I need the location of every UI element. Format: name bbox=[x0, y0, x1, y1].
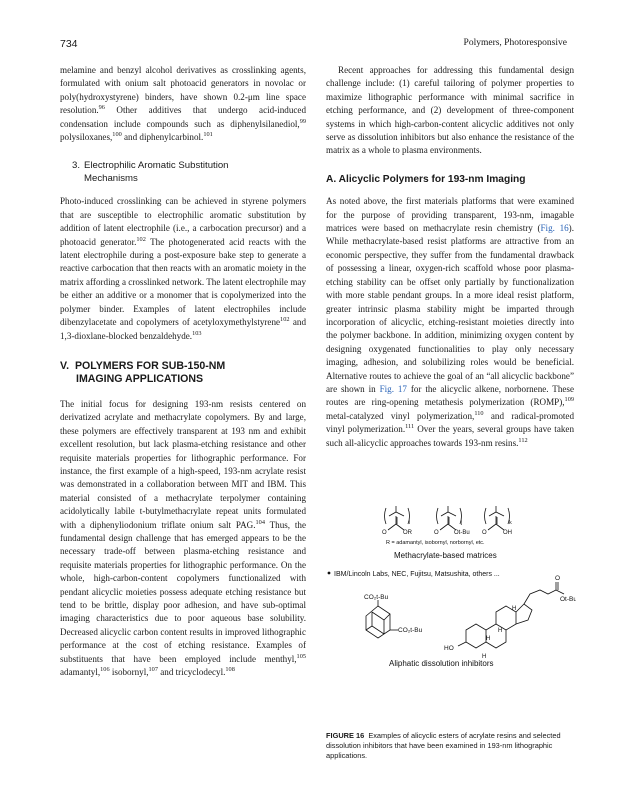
figure-caption bbox=[326, 731, 588, 761]
text-run: and radical-promoted vinyl polymerization. bbox=[326, 410, 575, 435]
oxygen-label: O bbox=[434, 530, 439, 536]
figure-link-fig17[interactable]: Fig. 17 bbox=[379, 383, 407, 394]
section-number: V. bbox=[60, 359, 70, 372]
text-run: for the alicyclic alkene, norbornene. These routes are ring-opening metathesis polymerization (ROMP), bbox=[326, 383, 575, 408]
reference-superscript: 100 bbox=[112, 131, 122, 139]
text-run: Over the years, several groups have taken such all-alicyclic approaches towards 193-nm resins. bbox=[326, 424, 575, 448]
section-heading-sub-150nm bbox=[60, 360, 306, 386]
reference-superscript: 106 bbox=[100, 666, 110, 674]
section-heading-alicyclic: A. Alicyclic Polymers for 193-nm Imaging bbox=[326, 173, 526, 185]
figure-16 bbox=[326, 498, 576, 728]
paragraph-alicyclic-polymers bbox=[326, 195, 574, 450]
text-run: polysiloxanes, bbox=[60, 132, 113, 143]
ester-label-top: CO₂t-Bu bbox=[364, 594, 389, 601]
reference-superscript: 99 bbox=[299, 117, 306, 125]
oxygen-label: O bbox=[482, 530, 487, 536]
section-heading-electrophilic bbox=[72, 159, 306, 185]
carbonyl-oxygen: O bbox=[555, 575, 561, 582]
methacrylate-matrices-label: Methacrylate-based matrices bbox=[394, 551, 497, 560]
hydrogen-label: H bbox=[512, 606, 517, 612]
caption-text: Examples of alicyclic esters of acrylate resins and selected dissolution inhibitors that have been examined in 193-nm lithographic applications. bbox=[326, 731, 561, 760]
text-run: The photogenerated acid reacts with the latent electrophile during a post-exposure bake step to generate a reactive carbocation that then reacts with an aromatic moiety in the matrix affording a crosslinked network. The latent electrophile may be either an additive or a monomer that is copolymerized into the polymer binder. Examples of latent electrophiles include dibenzylacetate and copolymers of acetyloxymethylstyrene bbox=[60, 236, 306, 328]
figure-link-fig16[interactable]: Fig. 16 bbox=[540, 223, 569, 234]
section-title-line: Mechanisms bbox=[84, 173, 138, 185]
group-or: OR bbox=[403, 530, 412, 536]
text-run: and tricyclodecyl. bbox=[157, 667, 226, 678]
group-oh: OH bbox=[503, 530, 512, 536]
methacrylate-unit-acid bbox=[482, 506, 512, 536]
adamantane-diester bbox=[364, 594, 423, 638]
left-column bbox=[60, 64, 306, 679]
text-run: isobornyl, bbox=[109, 667, 149, 678]
paragraph-crosslinking-agents bbox=[60, 64, 306, 144]
section-title-line: IMAGING APPLICATIONS bbox=[76, 372, 204, 385]
bullet bbox=[328, 572, 331, 575]
steroid-cholate-ester bbox=[444, 575, 576, 660]
text-run: metal-catalyzed vinyl polymerization, bbox=[326, 410, 475, 421]
chemical-structures-diagram bbox=[326, 498, 576, 728]
methacrylate-unit-ester-or bbox=[382, 506, 413, 536]
text-run: As noted above, the first materials platforms that were examined for the purpose of providing transparent, 193-nm, imagable matrices were based on methacrylate resin chemistry ( bbox=[326, 196, 574, 234]
reference-superscript: 107 bbox=[148, 666, 158, 674]
text-run: melamine and benzyl alcohol derivatives as crosslinking agents, formulated with onium salt photoacid generators in novolac or poly(hydroxystyrene) binders, have shown 0.2-μm line space resolution. bbox=[60, 65, 306, 116]
reference-superscript: 112 bbox=[518, 436, 528, 444]
text-run: Photo-induced crosslinking can be achieved in styrene polymers that are susceptible to electrophilic aromatic substitution by addition of latent electrophile (i.e., a carbocation precursor) and a photoacid generator. bbox=[60, 196, 306, 247]
section-title-line: Electrophilic Aromatic Substitution bbox=[84, 160, 229, 172]
reference-superscript: 103 bbox=[192, 329, 202, 337]
reference-superscript: 96 bbox=[98, 104, 105, 112]
reference-superscript: 104 bbox=[255, 518, 265, 526]
paragraph-193nm-resists bbox=[60, 398, 306, 680]
subscript-k: k bbox=[509, 520, 512, 526]
right-column bbox=[326, 64, 574, 450]
reference-superscript: 105 bbox=[296, 652, 306, 660]
text-run: adamantyl, bbox=[60, 667, 101, 678]
hydrogen-label: H bbox=[498, 628, 503, 634]
ester-ot-bu: Ot-Bu bbox=[560, 596, 576, 603]
text-run: Other additives that undergo acid-induced condensation include compounds such as diphenylsilanediol, bbox=[60, 105, 306, 129]
section-title-line: POLYMERS FOR SUB-150-NM bbox=[74, 359, 226, 372]
paragraph-recent-approaches: Recent approaches for addressing this fundamental design challenge include: (1) careful tailoring of polymer properties to maximize lithographic performance with minimal sacrifice in etching performance, and (2) development of three-component systems in which high-carbon-content alicyclic additives not only serve as dissolution inhibitors but also enhance the resistance of the matrix as a whole to plasma environments. bbox=[326, 65, 574, 156]
group-ot-bu: Ot-Bu bbox=[454, 530, 470, 536]
oxygen-label: O bbox=[382, 530, 387, 536]
reference-superscript: 111 bbox=[405, 423, 415, 431]
reference-superscript: 109 bbox=[564, 396, 574, 404]
reference-superscript: 110 bbox=[474, 409, 484, 417]
running-title: Polymers, Photoresponsive bbox=[463, 38, 567, 48]
companies-list: IBM/Lincoln Labs, NEC, Fujitsu, Matsushita, others ... bbox=[334, 571, 500, 578]
page-number: 734 bbox=[60, 38, 78, 50]
paragraph-photo-crosslinking bbox=[60, 195, 306, 342]
hydrogen-label: H bbox=[486, 636, 491, 642]
text-run: Thus, the fundamental design challenge that has emerged appears to be the necessary trade-off between plasma-etching resistance and requisite materials properties for lithographic performance. On the whole, high-carbon-content copolymers functionalized with pendant alicyclic moieties possess adequate etching resistance but tend to be brittle, display poor adhesion, and have sub-optimal imaging characteristics due to poor aqueous base solubility. Decreased alicyclic carbon content results in improved lithographic performance at the cost of etching resistance. Examples of substituents that have been employed include menthyl, bbox=[60, 519, 307, 664]
r-group-definition: R = adamantyl, isobornyl, norbornyl, etc. bbox=[386, 540, 485, 546]
subscript-j: j bbox=[461, 520, 463, 526]
subscript-i: i bbox=[409, 520, 411, 526]
section-number: 3. bbox=[72, 160, 81, 172]
reference-superscript: 102 bbox=[280, 316, 290, 324]
text-run: ). While methacrylate-based resist platforms are attractive from an economic perspective, they suffer from the fundamental drawback of possessing a linear, oxygen-rich scaffold whose poor plasma-etching stability can be offset only partially by functionalization with more stable pendant groups. In a more ideal resist platform, greater intrinsic plasma stability might be imparted through incorporation of alicyclic, etching-resistant moieties directly into the polymer backbone. In addition, minimizing oxygen content by designing oxygenated functionalities to play only necessary imaging, adhesion, and solubilizing roles would be beneficial. Alternative routes to achieve the goal of an “all alicyclic backbone” are shown in bbox=[326, 223, 574, 394]
dissolution-inhibitors-label: Aliphatic dissolution inhibitors bbox=[389, 659, 494, 668]
methacrylate-unit-ester-tbu bbox=[434, 506, 470, 536]
text-run: The initial focus for designing 193-nm resists centered on derivatized acrylate and methacrylate copolymers. By and large, these polymers are effectively transparent at 193 nm and exhibit excellent resolution, but lack plasma-etching resistance and other requisite materials properties for lithographic performance. For instance, the first example of a high-speed, 193-nm acrylate resist was demonstrated in a collaboration between MIT and IBM. This material consisted of a methacrylate terpolymer containing acidolytically labile t-butylmethacrylate repeat units formulated with a diphenyliodonium triflate onium salt PAG. bbox=[60, 398, 306, 530]
hydrogen-label: H bbox=[482, 654, 487, 660]
ester-label-bottom: CO₂t-Bu bbox=[398, 627, 423, 634]
hydroxyl-label: HO bbox=[444, 645, 454, 652]
caption-label: FIGURE 16 bbox=[326, 731, 365, 740]
reference-superscript: 108 bbox=[225, 666, 235, 674]
reference-superscript: 102 bbox=[136, 235, 146, 243]
text-run: and diphenylcarbinol. bbox=[121, 132, 204, 143]
reference-superscript: 101 bbox=[203, 131, 213, 139]
text-run: and 1,3-dioxlane-blocked benzaldehyde. bbox=[60, 317, 307, 341]
